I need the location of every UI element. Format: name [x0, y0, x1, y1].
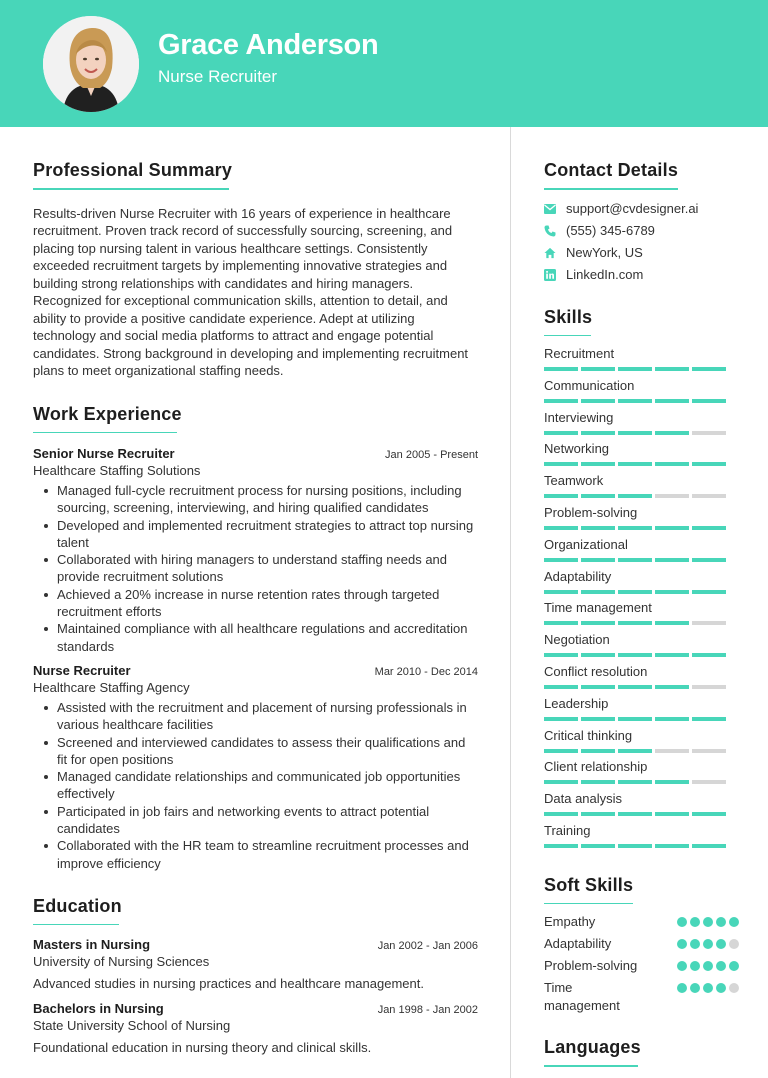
- skills-list: [544, 346, 739, 855]
- skill-item: [544, 791, 739, 823]
- skill-level-segment: [544, 812, 578, 816]
- skill-level-segment: [544, 717, 578, 721]
- skill-level-segment: [544, 462, 578, 466]
- skill-name: Communication: [544, 377, 635, 393]
- education-section: [33, 896, 478, 1056]
- skill-level-segment: [544, 685, 578, 689]
- bullet-item: Participated in job fairs and networking events to attract potential candidates: [33, 803, 478, 838]
- school-name: State University School of Nursing: [33, 1018, 231, 1034]
- skill-level-segment: [692, 653, 726, 657]
- soft-skills-heading: [544, 875, 633, 905]
- skill-level-segment: [655, 399, 689, 403]
- soft-skill-name: Empathy: [544, 914, 596, 930]
- skill-level-segment: [581, 431, 615, 435]
- contact-location: [544, 242, 739, 264]
- skill-level-segment: [692, 749, 726, 753]
- skill-level-segment: [544, 558, 578, 562]
- section-underline: [33, 432, 177, 434]
- education-date: Jan 2002 - Jan 2006: [377, 940, 478, 953]
- skill-level-segment: [618, 685, 652, 689]
- section-title: Soft Skills: [544, 874, 634, 895]
- job-date: Mar 2010 - Dec 2014: [374, 665, 478, 678]
- skill-level-segment: [544, 494, 578, 498]
- bullet-item: Collaborated with hiring managers to understand staffing needs and provide recruitment solutions: [33, 551, 478, 586]
- skill-level-segment: [544, 590, 578, 594]
- skill-level-bar: [544, 812, 739, 816]
- skill-level-segment: [692, 590, 726, 594]
- skill-level-segment: [655, 653, 689, 657]
- skill-level-segment: [544, 780, 578, 784]
- soft-skill-name: Problem-solving: [544, 958, 638, 974]
- contact-text: (555) 345-6789: [566, 223, 655, 238]
- skill-level-bar: [544, 462, 739, 466]
- skill-level-segment: [655, 780, 689, 784]
- contact-phone[interactable]: [544, 220, 739, 242]
- skill-level-segment: [618, 653, 652, 657]
- skill-name: Teamwork: [544, 473, 604, 489]
- job-date: Jan 2005 - Present: [385, 449, 478, 461]
- section-title: Work Experience: [33, 403, 182, 424]
- section-title: Languages: [544, 1037, 641, 1058]
- rating-dot: [690, 983, 700, 993]
- contact-text: NewYork, US: [566, 245, 643, 260]
- rating-dot: [677, 961, 687, 971]
- skill-level-segment: [618, 526, 652, 530]
- section-underline: [544, 335, 591, 337]
- job-bullets: [33, 699, 478, 872]
- rating-dot: [690, 917, 700, 927]
- skill-level-bar: [544, 621, 739, 625]
- skill-level-segment: [655, 462, 689, 466]
- degree-title: Bachelors in Nursing: [33, 1001, 164, 1017]
- skill-item: [544, 759, 739, 791]
- soft-skills-list: [544, 913, 739, 1015]
- skill-level-segment: [544, 621, 578, 625]
- rating-dot: [716, 917, 726, 927]
- skill-level-segment: [692, 367, 726, 371]
- skill-level-segment: [581, 399, 615, 403]
- soft-skill-item: [544, 957, 739, 975]
- skill-level-segment: [581, 494, 615, 498]
- skill-level-segment: [655, 749, 689, 753]
- job-bullets: [33, 482, 478, 655]
- skill-level-segment: [655, 812, 689, 816]
- rating-dot: [716, 939, 726, 949]
- skill-level-segment: [692, 494, 726, 498]
- summary-text: Results-driven Nurse Recruiter with 16 years of experience in healthcare recruitment. Proven track record of successfully sourcing, screening, and placing top nursing talent in various healthcare settings. Consistently exceeded recruitment targets by implementing innovative strategies and building strong relationships with candidates and hiring managers. Recognized for exceptional communication skills, attention to detail, and ability to provide a positive candidate experience. Adept at utilizing technology and social media platforms to attract and engage potential candidates. Strong background in developing and implementing recruitment plans to meet organizational staffing needs.: [33, 205, 469, 378]
- skill-level-segment: [618, 621, 652, 625]
- soft-skill-rating: [677, 961, 739, 971]
- skill-level-segment: [618, 558, 652, 562]
- section-title: Skills: [544, 306, 593, 327]
- job-entry: [33, 446, 478, 655]
- section-underline: [33, 188, 229, 190]
- soft-skill-rating: [677, 917, 739, 927]
- bullet-item: Collaborated with the HR team to streamline recruitment processes and improve efficiency: [33, 837, 478, 872]
- skill-level-segment: [692, 685, 726, 689]
- skill-item: [544, 696, 739, 728]
- skill-item: [544, 473, 739, 505]
- skill-item: [544, 441, 739, 473]
- education-heading: [33, 896, 122, 926]
- skill-level-segment: [618, 462, 652, 466]
- skill-level-segment: [544, 431, 578, 435]
- header-banner: [0, 0, 768, 127]
- skill-name: Adaptability: [544, 568, 612, 584]
- languages-section: [544, 1037, 739, 1067]
- skill-level-segment: [618, 812, 652, 816]
- skill-level-segment: [581, 367, 615, 371]
- skill-item: [544, 600, 739, 632]
- skill-level-segment: [618, 431, 652, 435]
- rating-dot: [677, 917, 687, 927]
- skill-level-segment: [544, 367, 578, 371]
- skill-level-segment: [618, 399, 652, 403]
- skill-level-segment: [618, 494, 652, 498]
- skill-level-bar: [544, 526, 739, 530]
- skill-level-segment: [544, 526, 578, 530]
- education-entry: [33, 937, 478, 991]
- bullet-item: Assisted with the recruitment and placement of nursing professionals in various healthcare facilities: [33, 699, 478, 734]
- skill-item: [544, 728, 739, 760]
- skill-item: [544, 632, 739, 664]
- skill-level-segment: [655, 685, 689, 689]
- skill-level-bar: [544, 367, 739, 371]
- skill-level-segment: [655, 494, 689, 498]
- skill-level-bar: [544, 431, 739, 435]
- profile-photo: [43, 16, 139, 112]
- home-icon: [544, 247, 556, 259]
- candidate-name: Grace Anderson: [158, 29, 379, 61]
- skill-level-segment: [581, 653, 615, 657]
- skill-level-segment: [618, 844, 652, 848]
- skill-level-segment: [692, 462, 726, 466]
- skill-level-segment: [692, 812, 726, 816]
- soft-skill-item: [544, 935, 739, 953]
- skill-name: Critical thinking: [544, 727, 633, 743]
- rating-dot: [677, 939, 687, 949]
- section-underline: [544, 903, 633, 905]
- experience-section: [33, 404, 478, 872]
- column-divider: [510, 127, 511, 1078]
- soft-skill-item: [544, 913, 739, 931]
- skill-name: Interviewing: [544, 409, 614, 425]
- contact-heading: [544, 160, 678, 190]
- soft-skill-rating: [677, 939, 739, 949]
- skill-name: Networking: [544, 441, 610, 457]
- contact-text: support@cvdesigner.ai: [566, 201, 699, 216]
- skill-level-segment: [581, 621, 615, 625]
- skill-item: [544, 346, 739, 378]
- skill-level-segment: [581, 462, 615, 466]
- rating-dot: [690, 961, 700, 971]
- skill-level-bar: [544, 780, 739, 784]
- skill-level-bar: [544, 399, 739, 403]
- rating-dot: [716, 961, 726, 971]
- education-entry: [33, 1001, 478, 1055]
- skill-level-segment: [618, 590, 652, 594]
- skill-item: [544, 823, 739, 855]
- job-title: Nurse Recruiter: [33, 662, 131, 678]
- skill-name: Negotiation: [544, 632, 610, 648]
- soft-skill-item: [544, 979, 739, 1015]
- skill-level-segment: [618, 367, 652, 371]
- bullet-item: Achieved a 20% increase in nurse retention rates through targeted recruitment efforts: [33, 586, 478, 621]
- skill-level-bar: [544, 653, 739, 657]
- job-organization: Healthcare Staffing Agency: [33, 679, 190, 695]
- skill-level-segment: [581, 749, 615, 753]
- skill-level-segment: [692, 431, 726, 435]
- rating-dot: [677, 983, 687, 993]
- skill-item: [544, 664, 739, 696]
- bullet-item: Managed full-cycle recruitment process for nursing positions, including sourcing, screening, interviewing, and hiring qualified candidates: [33, 482, 478, 517]
- skill-name: Leadership: [544, 695, 609, 711]
- bullet-item: Screened and interviewed candidates to assess their qualifications and fit for open positions: [33, 734, 478, 769]
- skill-level-segment: [544, 653, 578, 657]
- skill-item: [544, 505, 739, 537]
- skill-level-segment: [581, 844, 615, 848]
- skill-level-segment: [618, 717, 652, 721]
- skill-level-bar: [544, 590, 739, 594]
- skill-name: Problem-solving: [544, 504, 638, 520]
- languages-heading: [544, 1037, 641, 1067]
- section-underline: [33, 924, 119, 926]
- skill-level-segment: [655, 844, 689, 848]
- candidate-role: Nurse Recruiter: [158, 67, 278, 86]
- education-date: Jan 1998 - Jan 2002: [377, 1004, 478, 1017]
- sidebar-column: [544, 160, 739, 1067]
- bullet-item: Maintained compliance with all healthcare regulations and accreditation standards: [33, 620, 478, 655]
- skill-name: Client relationship: [544, 759, 648, 775]
- skill-level-segment: [581, 558, 615, 562]
- skill-level-segment: [692, 621, 726, 625]
- skill-level-segment: [581, 717, 615, 721]
- section-title: Education: [33, 895, 122, 916]
- skill-level-bar: [544, 558, 739, 562]
- rating-dot: [716, 983, 726, 993]
- skills-section: [544, 307, 739, 855]
- section-underline: [544, 188, 678, 190]
- skill-level-segment: [581, 685, 615, 689]
- skill-level-segment: [655, 590, 689, 594]
- section-title: Contact Details: [544, 160, 679, 180]
- skill-level-segment: [692, 844, 726, 848]
- skill-level-segment: [581, 780, 615, 784]
- bullet-item: Developed and implemented recruitment strategies to attract top nursing talent: [33, 517, 478, 552]
- rating-dot: [703, 939, 713, 949]
- skill-level-segment: [655, 367, 689, 371]
- skill-level-segment: [581, 590, 615, 594]
- skill-level-bar: [544, 749, 739, 753]
- rating-dot: [703, 983, 713, 993]
- skill-level-segment: [618, 749, 652, 753]
- education-description: Foundational education in nursing theory and clinical skills.: [33, 1040, 372, 1056]
- rating-dot: [703, 917, 713, 927]
- section-title: Professional Summary: [33, 160, 233, 180]
- skill-name: Conflict resolution: [544, 663, 648, 679]
- email-icon: [544, 203, 556, 215]
- skill-level-segment: [544, 844, 578, 848]
- bullet-item: Managed candidate relationships and communicated job opportunities effectively: [33, 768, 478, 803]
- section-underline: [544, 1065, 638, 1067]
- rating-dot: [729, 961, 739, 971]
- soft-skills-section: [544, 875, 739, 1016]
- skill-level-segment: [692, 399, 726, 403]
- skill-name: Recruitment: [544, 346, 615, 361]
- skill-item: [544, 537, 739, 569]
- skill-level-bar: [544, 494, 739, 498]
- rating-dot: [729, 983, 739, 993]
- skill-level-segment: [692, 717, 726, 721]
- phone-icon: [544, 225, 556, 237]
- experience-heading: [33, 404, 182, 434]
- school-name: University of Nursing Sciences: [33, 954, 210, 970]
- contact-section: [544, 160, 739, 286]
- job-organization: Healthcare Staffing Solutions: [33, 463, 201, 478]
- job-entry: [33, 663, 478, 872]
- skill-item: [544, 378, 739, 410]
- skill-level-segment: [692, 526, 726, 530]
- rating-dot: [729, 939, 739, 949]
- skills-heading: [544, 307, 592, 337]
- skill-level-segment: [618, 780, 652, 784]
- rating-dot: [703, 961, 713, 971]
- summary-heading: [33, 160, 232, 190]
- summary-section: [33, 160, 478, 380]
- soft-skill-name: Adaptability: [544, 936, 612, 952]
- skill-level-segment: [544, 399, 578, 403]
- rating-dot: [690, 939, 700, 949]
- skill-level-segment: [655, 431, 689, 435]
- skill-level-segment: [544, 749, 578, 753]
- linkedin-icon: [544, 269, 556, 281]
- skill-item: [544, 410, 739, 442]
- skill-level-segment: [692, 558, 726, 562]
- skill-level-segment: [581, 812, 615, 816]
- contact-email[interactable]: [544, 198, 739, 220]
- soft-skill-rating: [677, 983, 739, 993]
- skill-name: Training: [544, 822, 591, 838]
- skill-level-segment: [692, 780, 726, 784]
- main-column: [33, 160, 478, 1055]
- skill-item: [544, 569, 739, 601]
- education-description: Advanced studies in nursing practices and healthcare management.: [33, 976, 424, 992]
- skill-name: Data analysis: [544, 791, 623, 807]
- skill-level-bar: [544, 844, 739, 848]
- skill-level-bar: [544, 685, 739, 689]
- skill-level-bar: [544, 717, 739, 721]
- job-title: Senior Nurse Recruiter: [33, 446, 175, 461]
- skill-level-segment: [655, 558, 689, 562]
- skill-level-segment: [655, 621, 689, 625]
- skill-level-segment: [581, 526, 615, 530]
- soft-skill-name: Time management: [544, 980, 620, 1014]
- rating-dot: [729, 917, 739, 927]
- skill-level-segment: [655, 526, 689, 530]
- skill-level-segment: [655, 717, 689, 721]
- contact-linkedin[interactable]: [544, 264, 739, 286]
- skill-name: Organizational: [544, 536, 628, 552]
- contact-text: LinkedIn.com: [566, 267, 644, 282]
- skill-name: Time management: [544, 600, 652, 616]
- degree-title: Masters in Nursing: [33, 937, 151, 953]
